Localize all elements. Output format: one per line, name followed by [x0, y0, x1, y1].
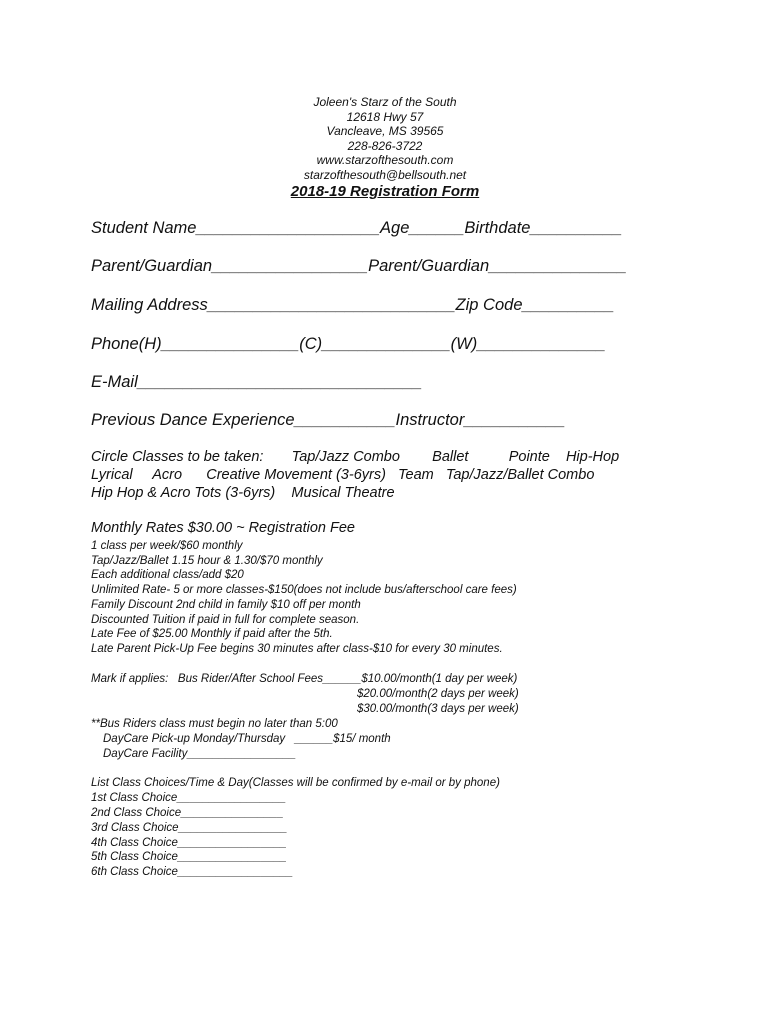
- class-choice-field[interactable]: 6th Class Choice__________________: [91, 866, 294, 878]
- mailing-address-field[interactable]: Mailing Address___________________________Zip Code__________: [91, 296, 615, 314]
- class-choice-field[interactable]: 2nd Class Choice________________: [91, 807, 284, 819]
- rate-item: Late Parent Pick-Up Fee begins 30 minutes after class-$10 for every 30 minutes.: [91, 643, 503, 655]
- email-field[interactable]: E-Mail_______________________________: [91, 373, 423, 391]
- rate-item: Unlimited Rate- 5 or more classes-$150(does not include bus/afterschool care fees): [91, 584, 517, 596]
- class-choice-field[interactable]: 4th Class Choice_________________: [91, 837, 287, 849]
- phone-field[interactable]: Phone(H)_______________(C)______________(W)______________: [91, 335, 606, 353]
- class-choice-field[interactable]: 3rd Class Choice_________________: [91, 822, 288, 834]
- rate-item: Family Discount 2nd child in family $10 off per month: [91, 599, 361, 611]
- rate-item: 1 class per week/$60 monthly: [91, 540, 243, 552]
- dance-experience-field[interactable]: Previous Dance Experience___________Instructor___________: [91, 411, 566, 429]
- class-choice-field[interactable]: 5th Class Choice_________________: [91, 851, 287, 863]
- parent-guardian-field[interactable]: Parent/Guardian_________________Parent/Guardian_______________: [91, 257, 627, 275]
- class-choices-heading: List Class Choices/Time & Day(Classes will be confirmed by e-mail or by phone): [91, 777, 500, 789]
- monthly-rates-heading: Monthly Rates $30.00 ~ Registration Fee: [91, 520, 355, 536]
- daycare-pickup-line[interactable]: DayCare Pick-up Monday/Thursday ______$15/ month: [103, 733, 391, 745]
- bus-rider-note: **Bus Riders class must begin no later than 5:00: [91, 718, 338, 730]
- daycare-facility-field[interactable]: DayCare Facility_________________: [103, 748, 297, 760]
- class-choice-field[interactable]: 1st Class Choice_________________: [91, 792, 287, 804]
- student-name-field[interactable]: Student Name____________________Age______Birthdate__________: [91, 219, 623, 237]
- rate-item: Each additional class/add $20: [91, 569, 244, 581]
- studio-name: Joleen's Starz of the South: [313, 95, 457, 109]
- classes-line-2[interactable]: Lyrical Acro Creative Movement (3-6yrs) Team Tap/Jazz/Ballet Combo: [91, 467, 595, 483]
- studio-phone: 228-826-3722: [347, 139, 423, 153]
- studio-email: starzofthesouth@bellsouth.net: [303, 168, 467, 182]
- classes-line-1[interactable]: Circle Classes to be taken: Tap/Jazz Combo Ballet Pointe Hip-Hop: [91, 449, 620, 465]
- studio-website: www.starzofthesouth.com: [316, 153, 454, 167]
- bus-rider-fee-2day: $20.00/month(2 days per week): [357, 688, 519, 700]
- studio-city: Vancleave, MS 39565: [326, 124, 444, 138]
- rate-item: Tap/Jazz/Ballet 1.15 hour & 1.30/$70 monthly: [91, 555, 323, 567]
- bus-rider-fee-line[interactable]: Mark if applies: Bus Rider/After School Fees______$10.00/month(1 day per week): [91, 673, 518, 685]
- rate-item: Late Fee of $25.00 Monthly if paid after the 5th.: [91, 628, 333, 640]
- classes-line-3[interactable]: Hip Hop & Acro Tots (3-6yrs) Musical Theatre: [91, 485, 395, 501]
- form-title: 2018-19 Registration Form: [290, 183, 480, 200]
- studio-street: 12618 Hwy 57: [346, 110, 424, 124]
- bus-rider-fee-3day: $30.00/month(3 days per week): [357, 703, 519, 715]
- rate-item: Discounted Tuition if paid in full for complete season.: [91, 614, 360, 626]
